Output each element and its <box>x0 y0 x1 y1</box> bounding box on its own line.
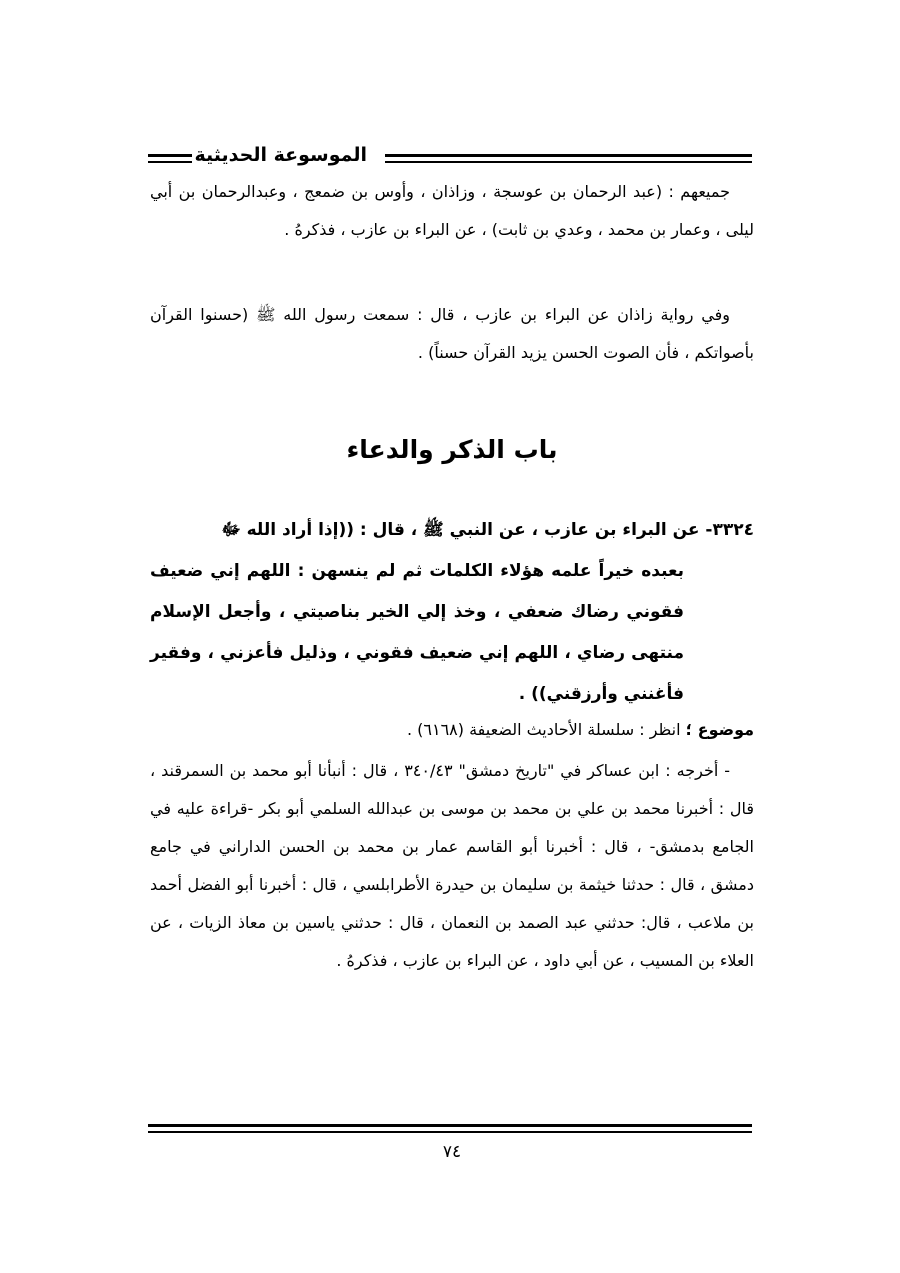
hadith-continuation: بعبده خيراً علمه هؤلاء الكلمات ثم لم ينسهن : اللهم إني ضعيف فقوني رضاك ضعفي ، وخذ إلي الخير بناصيتي ، وأجعل الإسلام منتهى رضاي ، اللهم إني ضعيف فقوني ، وذليل فأعزني ، وفقير فأغنني وأرزقني)) . <box>150 561 684 704</box>
page-number: ٧٤ <box>442 1142 462 1162</box>
continuation-text <box>150 173 754 249</box>
hadith-text <box>150 510 754 715</box>
header-rule <box>385 154 752 157</box>
grading-line <box>150 712 754 748</box>
grading-text: انظر : سلسلة الأحاديث الضعيفة (٦١٦٨) . <box>406 720 681 739</box>
riwaya-text <box>150 296 754 372</box>
grading-label: موضوع ؛ <box>685 720 754 739</box>
paragraph: وفي رواية زاذان عن البراء بن عازب ، قال : سمعت رسول الله ﷺ (حسنوا القرآن بأصواتكم ، فأن الصوت الحسن يزيد القرآن حسناً) . <box>150 305 754 362</box>
header-title: الموسوعة الحديثية <box>194 144 367 166</box>
footer-rule <box>148 1124 752 1127</box>
header-rule <box>385 161 752 163</box>
header-rule <box>148 161 192 163</box>
running-header <box>148 140 752 172</box>
paragraph: - أخرجه : ابن عساكر في "تاريخ دمشق" ٣٤٠/٤٣ ، قال : أنبأنا أبو محمد بن السمرقند ، قال : أخبرنا محمد بن علي بن محمد بن موسى بن عبدالله السلمي أبو بكر -قراءة عليه في الجامع بدمشق- ، قال : أخبرنا أبو القاسم عمار بن محمد بن الحسن الداراني في جامع دمشق ، قال : حدثنا خيثمة بن سليمان بن حيدرة الأطرابلسي ، قال : أخبرنا أبو الفضل أحمد بن ملاعب ، قال: حدثني عبد الصمد بن النعمان ، قال : حدثني ياسين بن معاذ الزيات ، عن العلاء بن المسيب ، عن أبي داود ، عن البراء بن عازب ، فذكرهُ . <box>150 761 754 970</box>
hadith-first-line: ٣٣٢٤- عن البراء بن عازب ، عن النبي ﷺ ، قال : ((إذا أراد الله ﷻ <box>221 520 754 540</box>
footer-rule <box>148 1131 752 1133</box>
paragraph: جميعهم : (عبد الرحمان بن عوسجة ، وزاذان ، وأوس بن ضمعج ، وعبدالرحمان بن أبي ليلى ، وعمار بن محمد ، وعدي بن ثابت) ، عن البراء بن عازب ، فذكرهُ . <box>150 182 754 239</box>
section-heading: باب الذكر والدعاء <box>346 435 558 464</box>
takhrij-text <box>150 752 754 980</box>
header-rule <box>148 154 192 157</box>
